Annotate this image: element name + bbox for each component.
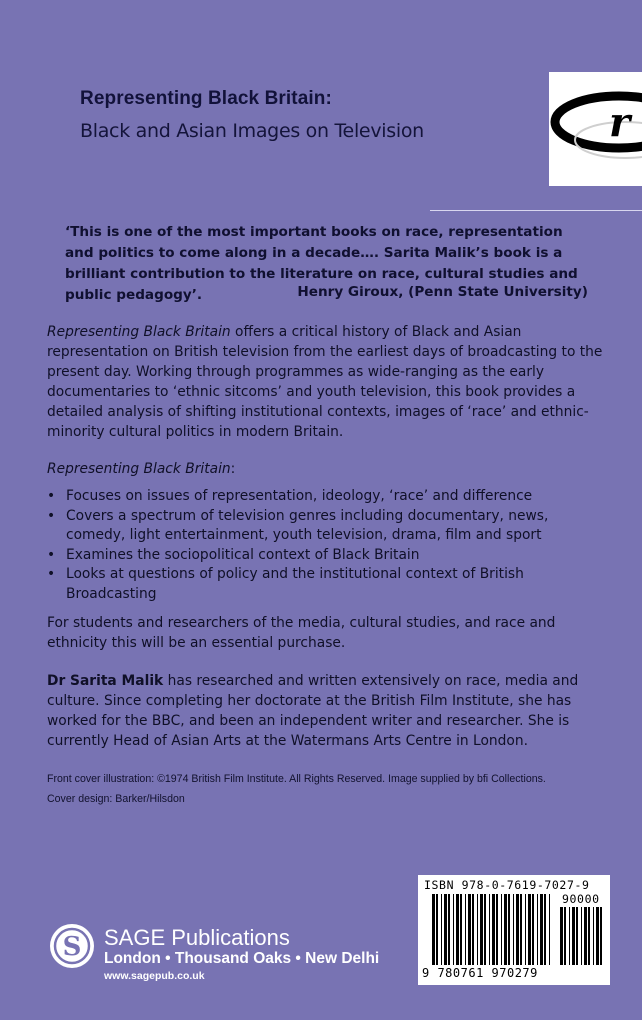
book-title: Representing Black Britain: — [80, 88, 332, 109]
divider-line — [430, 210, 642, 211]
book-subtitle: Black and Asian Images on Television — [80, 120, 424, 142]
description-paragraph — [47, 322, 607, 442]
ean-digits: 9 780761 970279 — [422, 966, 538, 980]
list-item-text: Covers a spectrum of television genres including documentary, news, comedy, light entertainment, youth television, drama, film and sport — [66, 507, 549, 543]
description-book-title: Representing Black Britain — [47, 324, 231, 340]
illustration-credit: Front cover illustration: ©1974 British Film Institute. All Rights Reserved. Image supplied by bfi Collections. — [47, 773, 546, 785]
isbn-number: ISBN 978-0-7619-7027-9 — [424, 878, 590, 892]
endorsement-quote: ‘This is one of the most important books on race, representation and politics to come along in a decade…. Sarita Malik’s book is a brilliant contribution to the literature on race, cultural studies and public pedagogy’. — [65, 224, 578, 303]
endorsement-attribution: Henry Giroux, (Penn State University) — [297, 284, 588, 300]
audience-paragraph: For students and researchers of the media, cultural studies, and race and ethnicity this will be an essential purchase. — [47, 615, 556, 651]
sage-logo-letter: S — [62, 932, 82, 962]
publisher-url: www.sagepub.co.uk — [104, 970, 205, 982]
bullet-icon: • — [47, 488, 56, 504]
list-intro — [47, 459, 607, 479]
bullet-icon: • — [47, 546, 56, 563]
list-item — [47, 487, 607, 507]
list-intro-suffix: : — [230, 461, 236, 477]
isbn-addon: 90000 — [562, 892, 600, 906]
list-item-text: Looks at questions of policy and the institutional context of British Broadcasting — [66, 566, 524, 602]
list-item-text: Examines the sociopolitical context of Black Britain — [66, 546, 420, 563]
description-text: offers a critical history of Black and Asian representation on British television from the earliest days of broadcasting to the present day. Working through programmes as wide-ranging as the early documentaries to ‘ethnic sitcoms’ and youth television, this book provides a detailed analysis of shifting institutional contexts, images of ‘race’ and ethnic-minority cultural politics in modern Britain. — [47, 324, 603, 440]
list-intro-title: Representing Black Britain — [47, 461, 231, 477]
author-bio-text: has researched and written extensively on race, media and culture. Since completing her doctorate at the British Film Institute, she has worked for the BBC, and been an independent writer and researcher. She is currently Head of Asian Arts at the Watermans Arts Centre in London. — [47, 673, 579, 749]
barcode — [418, 875, 610, 985]
author-bio — [47, 671, 607, 751]
list-item — [47, 546, 607, 566]
feature-list — [47, 487, 607, 604]
list-item — [47, 507, 607, 546]
bullet-icon: • — [47, 507, 56, 524]
author-name: Dr Sarita Malik — [47, 673, 164, 689]
design-credit: Cover design: Barker/Hilsdon — [47, 793, 185, 805]
series-logo-letter: r — [609, 99, 631, 146]
series-logo — [549, 72, 642, 186]
bullet-icon: • — [47, 566, 56, 582]
list-item — [47, 565, 607, 604]
publisher-cities: London • Thousand Oaks • New Delhi — [104, 950, 380, 967]
publisher-name: SAGE Publications — [104, 925, 290, 950]
list-item-text: Focuses on issues of representation, ideology, ‘race’ and difference — [66, 488, 533, 504]
series-logo-icon — [549, 72, 642, 186]
sage-logo-icon — [48, 922, 96, 970]
